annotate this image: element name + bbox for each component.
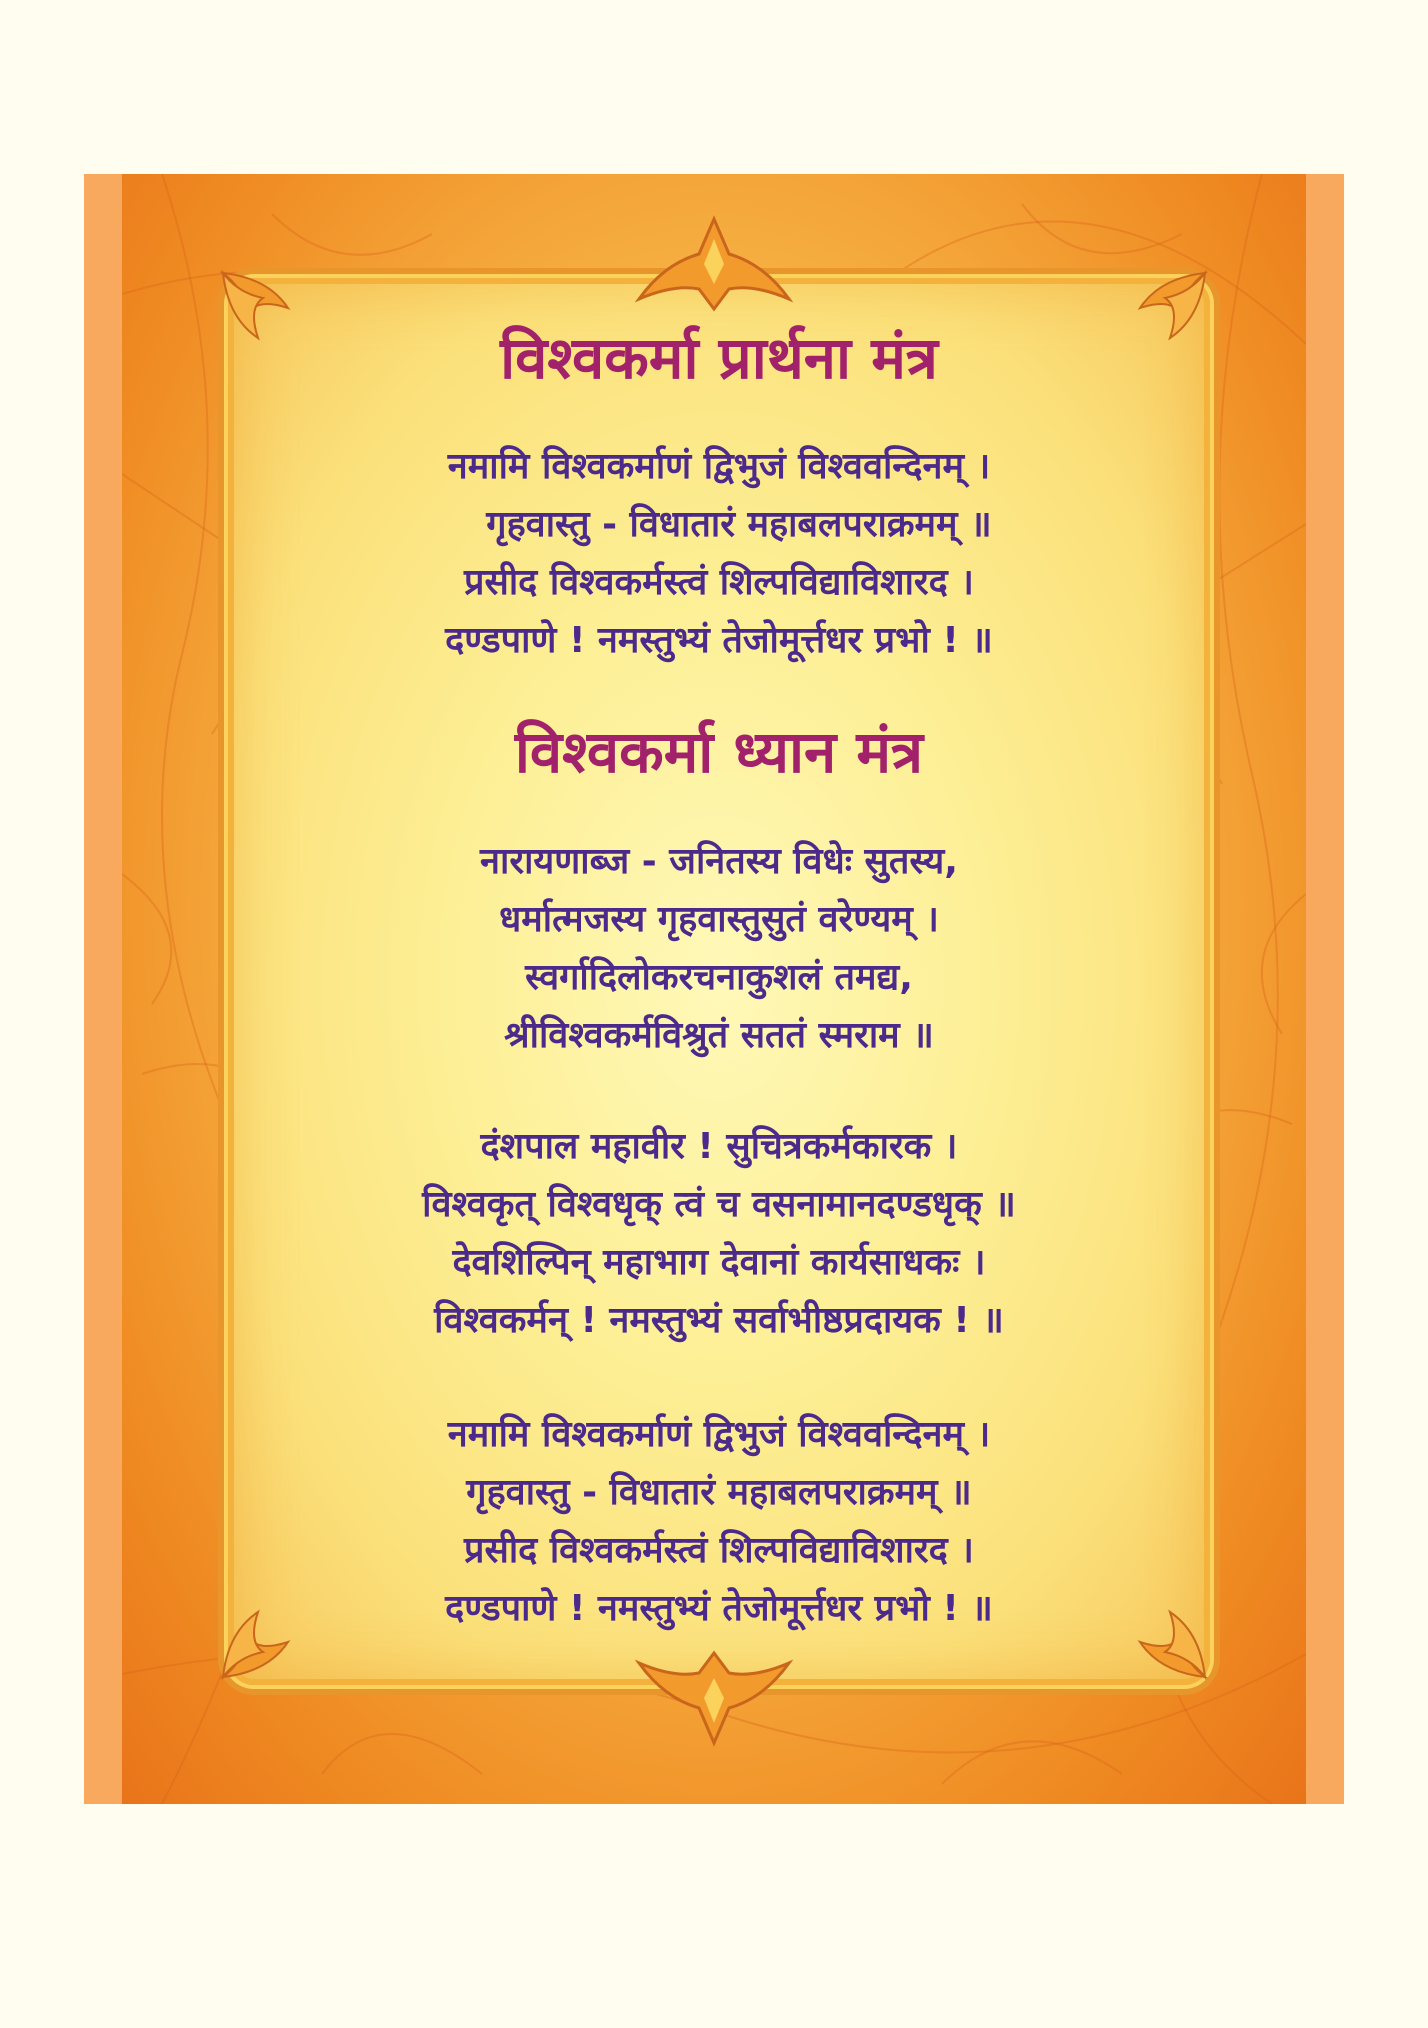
verse-line: देवशिल्पिन् महाभाग देवानां कार्यसाधकः । [452, 1242, 986, 1283]
dhyan-mantra-title: विश्वकर्मा ध्यान मंत्र [514, 718, 924, 786]
verse-line: नमामि विश्वकर्माणं द्विभुजं विश्ववन्दिनम् । [447, 446, 991, 487]
verse-line: प्रसीद विश्वकर्मस्त्वं शिल्पविद्याविशारद । [464, 562, 974, 603]
dhyan-mantra-stanza-3 [228, 1406, 1210, 1638]
verse-line: धर्मात्मजस्य गृहवास्तुसुतं वरेण्यम् । [499, 899, 939, 940]
prayer-mantra-verse [228, 438, 1210, 670]
mantra-content [228, 278, 1210, 1673]
dhyan-mantra-stanza-1 [228, 833, 1210, 1065]
verse-line: विश्वकर्मन् ! नमस्तुभ्यं सर्वाभीष्ठप्रदायक ! ॥ [434, 1300, 1004, 1341]
dhyan-mantra-stanza-2 [228, 1118, 1210, 1350]
verse-line: श्रीविश्वकर्मविश्रुतं सततं स्मराम ॥ [504, 1015, 934, 1056]
verse-line: दण्डपाणे ! नमस्तुभ्यं तेजोमूर्त्तधर प्रभो ! ॥ [445, 1588, 993, 1629]
verse-line: गृहवास्तु - विधातारं महाबलपराक्रमम् ॥ [466, 1472, 972, 1513]
verse-line: गृहवास्तु - विधातारं महाबलपराक्रमम् ॥ [486, 504, 992, 545]
verse-line: विश्वकृत् विश्वधृक् त्वं च वसनामानदण्डधृक् ॥ [422, 1184, 1016, 1225]
verse-line: नमामि विश्वकर्माणं द्विभुजं विश्ववन्दिनम् । [447, 1414, 991, 1455]
verse-line: प्रसीद विश्वकर्मस्त्वं शिल्पविद्याविशारद । [464, 1530, 974, 1571]
prayer-mantra-title: विश्वकर्मा प्रार्थना मंत्र [500, 324, 938, 392]
verse-line: नारायणाब्ज - जनितस्य विधेः सुतस्य, [480, 841, 958, 882]
verse-line: दंशपाल महावीर ! सुचित्रकर्मकारक । [480, 1126, 958, 1167]
verse-line: स्वर्गादिलोकरचनाकुशलं तमद्य, [525, 957, 913, 998]
verse-line: दण्डपाणे ! नमस्तुभ्यं तेजोमूर्त्तधर प्रभो ! ॥ [445, 620, 993, 661]
